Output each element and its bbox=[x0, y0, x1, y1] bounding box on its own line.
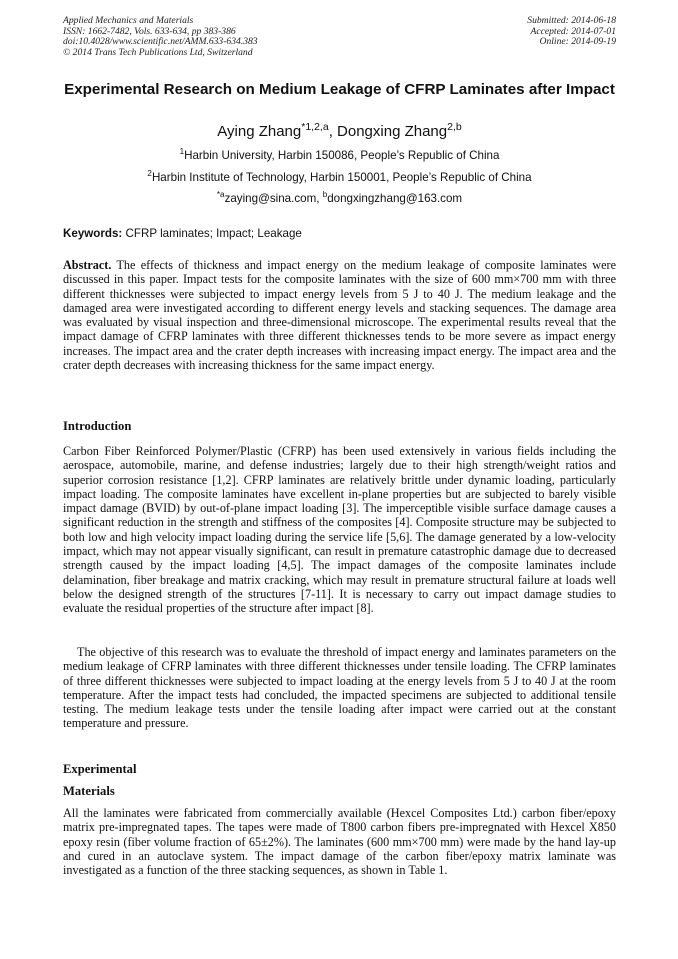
journal-name: Applied Mechanics and Materials bbox=[63, 15, 194, 26]
journal-copyright: © 2014 Trans Tech Publications Ltd, Switzerland bbox=[63, 46, 253, 58]
online-date: Online: 2014-09-19 bbox=[539, 36, 616, 48]
author-superscript: 2,b bbox=[447, 121, 462, 133]
abstract-text: The effects of thickness and impact energy on the medium leakage of composite laminates were discussed in this paper. Impact tests for the composite laminates with the size of 600 mm×700 mm with three different thicknesses were subjected to impact energy levels from 5 J to 40 J. The medium leakage and the damaged area were investigated according to different energy levels and stacking sequences. The damage area was evaluated by visual inspection and three-dimensional microscope. The experimental results reveal that the impact damage of CFRP laminates with three different thicknesses tends to be more severe as impact energy increases. The impact area and the crater depth increases with increasing impact energy. The impact area and the crater depth decreases with increasing thickness for the same impact energy. bbox=[63, 258, 616, 373]
section-heading-experimental: Experimental bbox=[63, 762, 137, 776]
submitted-date: Submitted: 2014-06-18 bbox=[527, 15, 616, 26]
section-heading-introduction: Introduction bbox=[63, 419, 132, 433]
abstract-label: Abstract. bbox=[63, 258, 112, 272]
affiliation-2: $^2$Harbin Institute of Technology, Harbin 150001, People’s Republic of China bbox=[147, 169, 532, 184]
keywords-text: CFRP laminates; Impact; Leakage bbox=[122, 227, 302, 240]
author-name: Dongxing Zhang bbox=[337, 123, 448, 140]
email-link: dongxingzhang@163.com bbox=[327, 192, 463, 205]
author-emails: $^{*a}$zaying@sina.com, $^b$dongxingzhang@163.com bbox=[216, 190, 463, 205]
email-link: zaying@sina.com, bbox=[224, 192, 323, 205]
abstract bbox=[63, 258, 616, 372]
submission-dates bbox=[527, 16, 616, 48]
keywords-label: Keywords: bbox=[63, 227, 123, 240]
author-list bbox=[63, 122, 616, 142]
introduction-paragraph-2: The objective of this research was to evaluate the threshold of impact energy and laminates parameters on the medium leakage of CFRP laminates with three different thicknesses under tensile loading. The CFRP laminates of three different thicknesses were subjected to impact loading at the energy levels from 5 J to 40 J at the room temperature. After the impact tests had concluded, the impacted specimens are subjected to additional tensile testing. The medium leakage tests under the tensile loading after impact were carried out at the constant temperature and pressure. bbox=[63, 645, 616, 731]
paper-title: Experimental Research on Medium Leakage of CFRP Laminates after Impact bbox=[64, 81, 615, 98]
journal-issn: ISSN: 1662-7482, Vols. 633-634, pp 383-386 bbox=[63, 25, 236, 37]
subsection-heading-materials: Materials bbox=[63, 784, 115, 798]
introduction-paragraph-1: Carbon Fiber Reinforced Polymer/Plastic (CFRP) has been used extensively in various fields including the aerospace, automobile, marine, and defense industries; largely due to their high strength/weight ratios and superior corrosion resistance [1,2]. CFRP laminates are relatively brittle under dynamic loading, particularly impact loading. The composite laminates have excellent in-plane properties but are subjected to barely visible impact damage (BVID) by out-of-plane impact loading [3]. The imperceptible visible surface damage causes a significant reduction in the strength and stiffness of the composites [4]. Composite structure may be subjected to both low and high velocity impact loading during the service life [5,6]. The damage generated by a low-velocity impact, which may not appear visually significant, can result in premature catastrophic damage due to decreased strength caused by the impact loading [4,5]. The impact damages of the composite laminates include delamination, fiber breakage and matrix cracking, which may result in premature structural failure at loads well below the designed strength of the structures [7-11]. It is necessary to carry out impact damage studies to evaluate the residual properties of the structure after impact [8]. bbox=[63, 444, 616, 616]
author-name: Aying Zhang bbox=[217, 123, 302, 140]
keywords bbox=[63, 227, 616, 240]
author-superscript: *1,2,a bbox=[301, 121, 329, 133]
author-separator: , bbox=[328, 123, 338, 140]
accepted-date: Accepted: 2014-07-01 bbox=[530, 25, 616, 37]
journal-info bbox=[63, 16, 258, 58]
journal-doi: doi:10.4028/www.scientific.net/AMM.633-634.383 bbox=[63, 36, 258, 48]
materials-paragraph: All the laminates were fabricated from commercially available (Hexcel Composites Ltd.) carbon fiber/epoxy matrix pre-impregnated tapes. The tapes were made of T800 carbon fibers pre-impregnated with Hexcel X850 epoxy resin (fiber volume fraction of 65±2%). The laminates (600 mm×700 mm) were made by the hand lay-up and cured in an autoclave system. The impact damage of the carbon fiber/epoxy matrix laminate was investigated as a function of the three stacking sequences, as shown in Table 1. bbox=[63, 806, 616, 878]
affiliation-1: $^1$Harbin University, Harbin 150086, People’s Republic of China bbox=[179, 147, 500, 162]
